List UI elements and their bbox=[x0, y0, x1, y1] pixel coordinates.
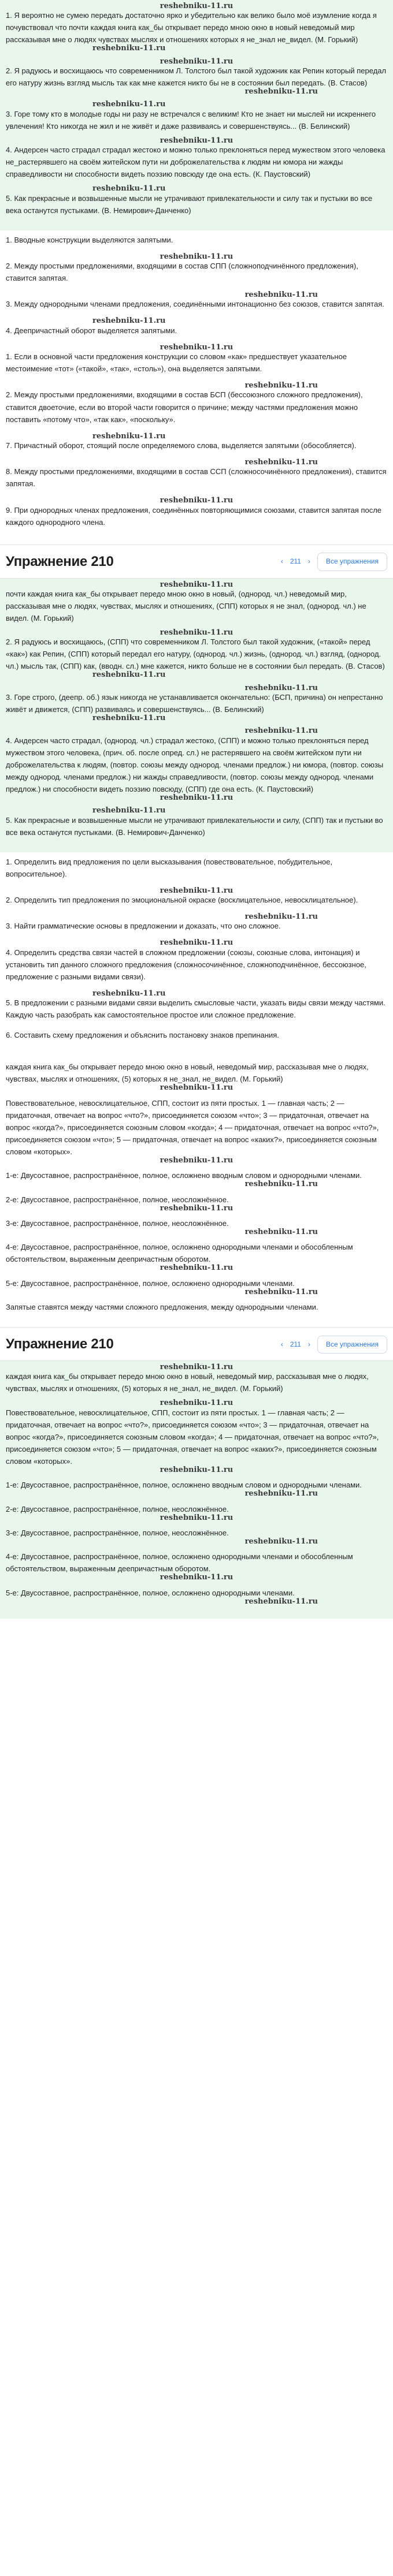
paragraph bbox=[6, 382, 387, 425]
all-exercises-button[interactable]: Все упражнения bbox=[317, 553, 387, 571]
watermark: reshebniku-11.ru bbox=[244, 1489, 318, 1498]
paragraph-text: 5. Как прекрасные и возвышенные мысли не утрачивают привлекательности и силу так и пустыки во все века останутся пустыками. (В. Немирович-Данченко) bbox=[6, 193, 373, 215]
watermark: reshebniku-11.ru bbox=[244, 1537, 318, 1546]
paragraph bbox=[6, 887, 387, 906]
paragraph-text: 3-е: Двусоставное, распространённое, полное, неосложнённое. bbox=[6, 1528, 229, 1537]
paragraph bbox=[6, 856, 387, 880]
paragraph-text: 4-е: Двусоставное, распространённое, полное, осложнено однородными членами и обособленным обстоятельством, выраженным деепричастным оборотом. bbox=[6, 1243, 353, 1264]
prev-arrow-icon[interactable]: ‹ bbox=[280, 557, 283, 566]
analyzed-sentence: каждая книга как_бы открывает передо мною окно в новый, неведомый мир, рассказывая мне о людях, чувствах, мыслях и отношениях, (5) которых я не_знал, не_видел. (М. Горький) bbox=[6, 1372, 369, 1393]
paragraph bbox=[6, 433, 387, 452]
paragraph bbox=[6, 1097, 387, 1165]
paragraph bbox=[6, 100, 387, 132]
watermark: reshebniku-11.ru bbox=[92, 670, 166, 680]
paragraph-text: 2. Определить тип предложения по эмоциональной окраске (восклицательное, невосклицательное). bbox=[6, 896, 358, 905]
paragraph bbox=[6, 807, 387, 838]
watermark: reshebniku-11.ru bbox=[160, 1263, 233, 1273]
paragraph bbox=[6, 1550, 387, 1582]
exercise-header bbox=[0, 1327, 393, 1361]
watermark: reshebniku-11.ru bbox=[160, 1083, 233, 1093]
paragraph-text: 1. Вводные конструкции выделяются запятыми. bbox=[6, 235, 173, 244]
paragraph bbox=[6, 1169, 387, 1188]
watermark: reshebniku-11.ru bbox=[160, 2, 233, 10]
watermark: reshebniku-11.ru bbox=[244, 457, 318, 467]
watermark: reshebniku-11.ru bbox=[92, 431, 166, 441]
paragraph bbox=[6, 253, 387, 284]
paragraph bbox=[6, 581, 387, 624]
paragraph bbox=[6, 913, 387, 932]
watermark: reshebniku-11.ru bbox=[160, 938, 233, 948]
watermark: reshebniku-11.ru bbox=[160, 1513, 233, 1522]
watermark: reshebniku-11.ru bbox=[92, 989, 166, 998]
paragraph bbox=[6, 344, 387, 375]
paragraph-text: Повествовательное, невосклицательное, СПП, состоит из пяти простых. 1 — главная часть; 2 — придаточная, отвечает на вопрос «что?», присоединяется союзом «что»; 3 — придаточная, отвечает на вопрос «когда?», присоединяется союзным словом «когда»; 4 — придаточная, отвечает на вопрос «что?», присоединяется союзом «что»; 5 — придаточная, отвечает на вопрос «каких?», присоединяется союзным словом «которых». bbox=[6, 1098, 379, 1156]
next-exercise-link[interactable]: 211 bbox=[290, 1340, 301, 1348]
paragraph bbox=[6, 727, 387, 802]
paragraph bbox=[6, 58, 387, 96]
watermark: reshebniku-11.ru bbox=[244, 87, 318, 96]
watermark: reshebniku-11.ru bbox=[244, 1227, 318, 1236]
exercise-title: Упражнение 210 bbox=[6, 1336, 114, 1352]
paragraph bbox=[6, 1503, 387, 1522]
paragraph-text: 4. Андерсен часто страдал, (однород. чл.) страдал жестоко, (СПП) и можно только преклоняться перед мужеством этого человека, (прич. об. после опред. сл.) не растерявшего на своём житейском пути ни доброжелательства к людям, (повтор. союзы между однород. членами предлож.) ни юмора, (повтор. союзы между однород. членами предлож.) ни жажды справедливости, (повтор. союзы между однород. членами предлож.) ни способности видеть поэзию повсюду, (СПП) где она есть. (К. Паустовский) bbox=[6, 736, 384, 793]
paragraph bbox=[6, 497, 387, 528]
analyzed-sentence: каждая книга как_бы открывает передо мною окно в новый, неведомый мир, рассказывая мне о людях, чувствах, мыслях и отношениях, (5) которых я не_знал, не_видел. (М. Горький) bbox=[6, 1063, 369, 1084]
watermark: reshebniku-11.ru bbox=[160, 580, 233, 589]
exercise-header bbox=[0, 545, 393, 579]
exercise-nav bbox=[281, 553, 387, 571]
paragraph bbox=[6, 939, 387, 982]
next-arrow-icon[interactable]: › bbox=[307, 1340, 310, 1348]
watermark: reshebniku-11.ru bbox=[244, 726, 318, 736]
exercise-nav bbox=[281, 1336, 387, 1354]
paragraph bbox=[6, 291, 387, 310]
watermark: reshebniku-11.ru bbox=[92, 100, 166, 109]
paragraph bbox=[6, 1194, 387, 1213]
paragraph bbox=[6, 684, 387, 723]
paragraph-text: 2. Между простыми предложениями, входящими в состав СПП (сложноподчинённого предложения), ставится запятая. bbox=[6, 261, 358, 283]
paragraph bbox=[6, 317, 387, 336]
paragraph-text: 3. Между однородными членами предложения, соединёнными интонационно без союзов, ставится запятая. bbox=[6, 300, 384, 309]
watermark: reshebniku-11.ru bbox=[160, 1362, 233, 1371]
paragraph-text: Запятые ставятся между частями сложного предложения, между однородными членами. bbox=[6, 1303, 318, 1312]
paragraph-text: 1. Определить вид предложения по цели высказывания (повествовательное, побудительное, вопросительное). bbox=[6, 857, 333, 878]
watermark: reshebniku-11.ru bbox=[160, 496, 233, 505]
exercise-text-section bbox=[0, 0, 393, 230]
paragraph-text: 2. Между простыми предложениями, входящими в состав БСП (бессоюзного сложного предложения), ставится двоеточие, если во второй части говорится о причине; между частями предложения можно поставить «потому что», «так как», «поскольку». bbox=[6, 390, 363, 424]
paragraph bbox=[6, 185, 387, 216]
paragraph bbox=[6, 1217, 387, 1236]
watermark: reshebniku-11.ru bbox=[160, 136, 233, 145]
paragraph bbox=[6, 1277, 387, 1296]
paragraph-text: 2-е: Двусоставное, распространённое, полное, неосложнённое. bbox=[6, 1195, 229, 1204]
paragraph bbox=[6, 629, 387, 680]
watermark: reshebniku-11.ru bbox=[92, 184, 166, 193]
watermark: reshebniku-11.ru bbox=[92, 316, 166, 326]
paragraph-text: 6. Составить схему предложения и объяснить постановку знаков препинания. bbox=[6, 1031, 279, 1040]
paragraph-text: 4. Деепричастный оборот выделяется запятыми. bbox=[6, 326, 177, 335]
paragraph bbox=[6, 1527, 387, 1546]
watermark: reshebniku-11.ru bbox=[160, 628, 233, 638]
watermark: reshebniku-11.ru bbox=[244, 381, 318, 390]
paragraph-text: 5-е: Двусоставное, распространённое, полное, осложнено однородными членами. bbox=[6, 1588, 295, 1597]
paragraph bbox=[6, 458, 387, 490]
watermark: reshebniku-11.ru bbox=[160, 1573, 233, 1582]
paragraph-text: 1-е: Двусоставное, распространённое, полное, осложнено вводным словом и однородными членами. bbox=[6, 1171, 362, 1180]
watermark: reshebniku-11.ru bbox=[244, 290, 318, 300]
sentence-analysis-section-repeat bbox=[0, 1361, 393, 1619]
all-exercises-button[interactable]: Все упражнения bbox=[317, 1336, 387, 1354]
paragraph bbox=[6, 1061, 387, 1092]
watermark: reshebniku-11.ru bbox=[244, 1180, 318, 1189]
paragraph-text: 2. Я радуюсь и восхищаюсь, (СПП) что современником Л. Толстого был такой художник, («такой» перед «как») как Репин, (СПП) который передал его натуру, (однород. чл.) жизнь, (однород. чл.) взгляд, (однород. чл.) мысль так, (СПП) как, (вводн. сл.) мне кажется, никто больше не в состоянии был передать. (В. Стасов) bbox=[6, 638, 385, 671]
paragraph bbox=[6, 990, 387, 1021]
paragraph bbox=[6, 1399, 387, 1474]
paragraph-text: почти каждая книга как_бы открывает передо мною окно в новый, (однород. чл.) неведомый мир, рассказывая мне о людях, чувствах, мыслях и отношениях, (СПП) которых я не знал, (однород. чл.) не видел. (М. Горький) bbox=[6, 589, 366, 622]
watermark: reshebniku-11.ru bbox=[160, 252, 233, 261]
paragraph bbox=[6, 1363, 387, 1395]
paragraph bbox=[6, 1241, 387, 1272]
paragraph-text: 3. Горе строго, (деепр. об.) язык никогда не устанавливается окончательно: (БСП, причина) он непрестанно живёт и движется, (СПП) развиваясь и совершенствуясь... (В. Белинский) bbox=[6, 693, 383, 714]
paragraph-text: 4. Определить средства связи частей в сложном предложении (союзы, союзные слова, интонация) и установить тип данного сложного предложения (сложносочинённое, сложноподчинённое, бессоюзное, предложение с разными видами связи). bbox=[6, 948, 366, 981]
paragraph bbox=[6, 1479, 387, 1498]
exercise-title: Упражнение 210 bbox=[6, 553, 114, 569]
paragraph-text: 2-е: Двусоставное, распространённое, полное, неосложнённое. bbox=[6, 1504, 229, 1513]
paragraph bbox=[6, 1029, 387, 1041]
paragraph bbox=[6, 1301, 387, 1313]
watermark: reshebniku-11.ru bbox=[160, 1155, 233, 1165]
paragraph-text: 1-е: Двусоставное, распространённое, полное, осложнено вводным словом и однородными членами. bbox=[6, 1481, 362, 1490]
next-exercise-link[interactable]: 211 bbox=[290, 557, 301, 566]
paragraph bbox=[6, 1587, 387, 1606]
paragraph-text: 7. Причастный оборот, стоящий после определяемого слова, выделяется запятыми (обособляется). bbox=[6, 441, 357, 450]
watermark: reshebniku-11.ru bbox=[92, 714, 166, 723]
paragraph-text: 5. Как прекрасные и возвышенные мысли не утрачивают привлекательности и силу, (СПП) так и пустыки во все века останутся пустыками. (В. Немирович-Данченко) bbox=[6, 815, 383, 837]
paragraph-text: 5-е: Двусоставное, распространённое, полное, осложнено однородными членами. bbox=[6, 1278, 295, 1288]
paragraph bbox=[6, 234, 387, 246]
paragraph-text: 4. Андерсен часто страдал страдал жестоко и можно только преклоняться перед мужеством этого человека не_растерявшего на своём житейском пути ни доброжелательства к людям ни юмора ни жажды справедливости ни способности видеть поэзию повсюду где она есть. (К. Паустовский) bbox=[6, 146, 385, 179]
watermark: reshebniku-11.ru bbox=[92, 44, 166, 53]
watermark: reshebniku-11.ru bbox=[160, 1465, 233, 1474]
watermark: reshebniku-11.ru bbox=[244, 1597, 318, 1606]
paragraph-text: 3. Горе тому кто в молодые годы ни разу не встречался с великим! Кто не знает ни мыслей ни искреннего увлечения! Кто никогда не жил и не живёт и даже развиваясь и совершенствуясь... (В. Белинский) bbox=[6, 109, 376, 131]
paragraph-text: 8. Между простыми предложениями, входящими в состав ССП (сложносочинённого предложения), ставится запятая. bbox=[6, 467, 387, 489]
watermark: reshebniku-11.ru bbox=[244, 683, 318, 692]
paragraph-text: 3. Найти грамматические основы в предложении и доказать, что оно сложное. bbox=[6, 922, 281, 931]
paragraph-text: 1. Если в основной части предложения конструкции со словом «как» предшествует указательное местоимение «тот» («такой», «так», «столь»), она выделяется запятыми. bbox=[6, 352, 347, 374]
paragraph bbox=[6, 137, 387, 180]
watermark: reshebniku-11.ru bbox=[92, 806, 166, 815]
watermark: reshebniku-11.ru bbox=[160, 342, 233, 352]
watermark: reshebniku-11.ru bbox=[160, 886, 233, 895]
next-arrow-icon[interactable]: › bbox=[307, 557, 310, 566]
prev-arrow-icon[interactable]: ‹ bbox=[280, 1340, 283, 1348]
paragraph bbox=[6, 2, 387, 53]
paragraph-text: 2. Я радуюсь и восхищаюсь что современником Л. Толстого был такой художник как Репин который передал его натуру жизнь взгляд мысль так как мне кажется никто бы не в состоянии был передать. (В. Стасов) bbox=[6, 66, 387, 88]
rules-section bbox=[0, 230, 393, 545]
watermark: reshebniku-11.ru bbox=[244, 1287, 318, 1296]
paragraph-text: Повествовательное, невосклицательное, СПП, состоит из пяти простых. 1 — главная часть; 2 — придаточная, отвечает на вопрос «что?», присоединяется союзом «что»; 3 — придаточная, отвечает на вопрос «когда?», присоединяется союзным словом «когда»; 4 — придаточная, отвечает на вопрос «что?», присоединяется союзом «что»; 5 — придаточная, отвечает на вопрос «каких?», присоединяется союзным словом «которых». bbox=[6, 1408, 379, 1466]
watermark: reshebniku-11.ru bbox=[160, 793, 233, 802]
paragraph-text: 4-е: Двусоставное, распространённое, полное, осложнено однородными членами и обособленным обстоятельством, выраженным деепричастным оборотом. bbox=[6, 1552, 353, 1574]
watermark: reshebniku-11.ru bbox=[160, 57, 233, 66]
answer-punctuation-section bbox=[0, 579, 393, 852]
paragraph-text: 9. При однородных членах предложения, соединённых повторяющимися союзами, ставится запятая после каждого однородного члена. bbox=[6, 505, 382, 527]
sentence-analysis-section bbox=[0, 1057, 393, 1327]
analysis-plan-section bbox=[0, 852, 393, 1058]
watermark: reshebniku-11.ru bbox=[160, 1399, 233, 1408]
paragraph-text: 1. Я вероятно не сумею передать достаточно ярко и убедительно как велико было моё изумление когда я почувствовал что почти каждая книга как_бы открывает передо мною окно в новый неведомый мир рассказывая мне о людях чувствах мыслях и отношениях которых я не_знал не_видел. (М. Горький) bbox=[6, 11, 377, 44]
paragraph-text: 3-е: Двусоставное, распространённое, полное, неосложнённое. bbox=[6, 1218, 229, 1228]
paragraph-text: 5. В предложении с разными видами связи выделить смысловые части, указать виды связи между частями. Каждую часть разобрать как самостоятельное простое или сложное предложение. bbox=[6, 998, 385, 1020]
watermark: reshebniku-11.ru bbox=[244, 912, 318, 922]
watermark: reshebniku-11.ru bbox=[160, 1203, 233, 1213]
